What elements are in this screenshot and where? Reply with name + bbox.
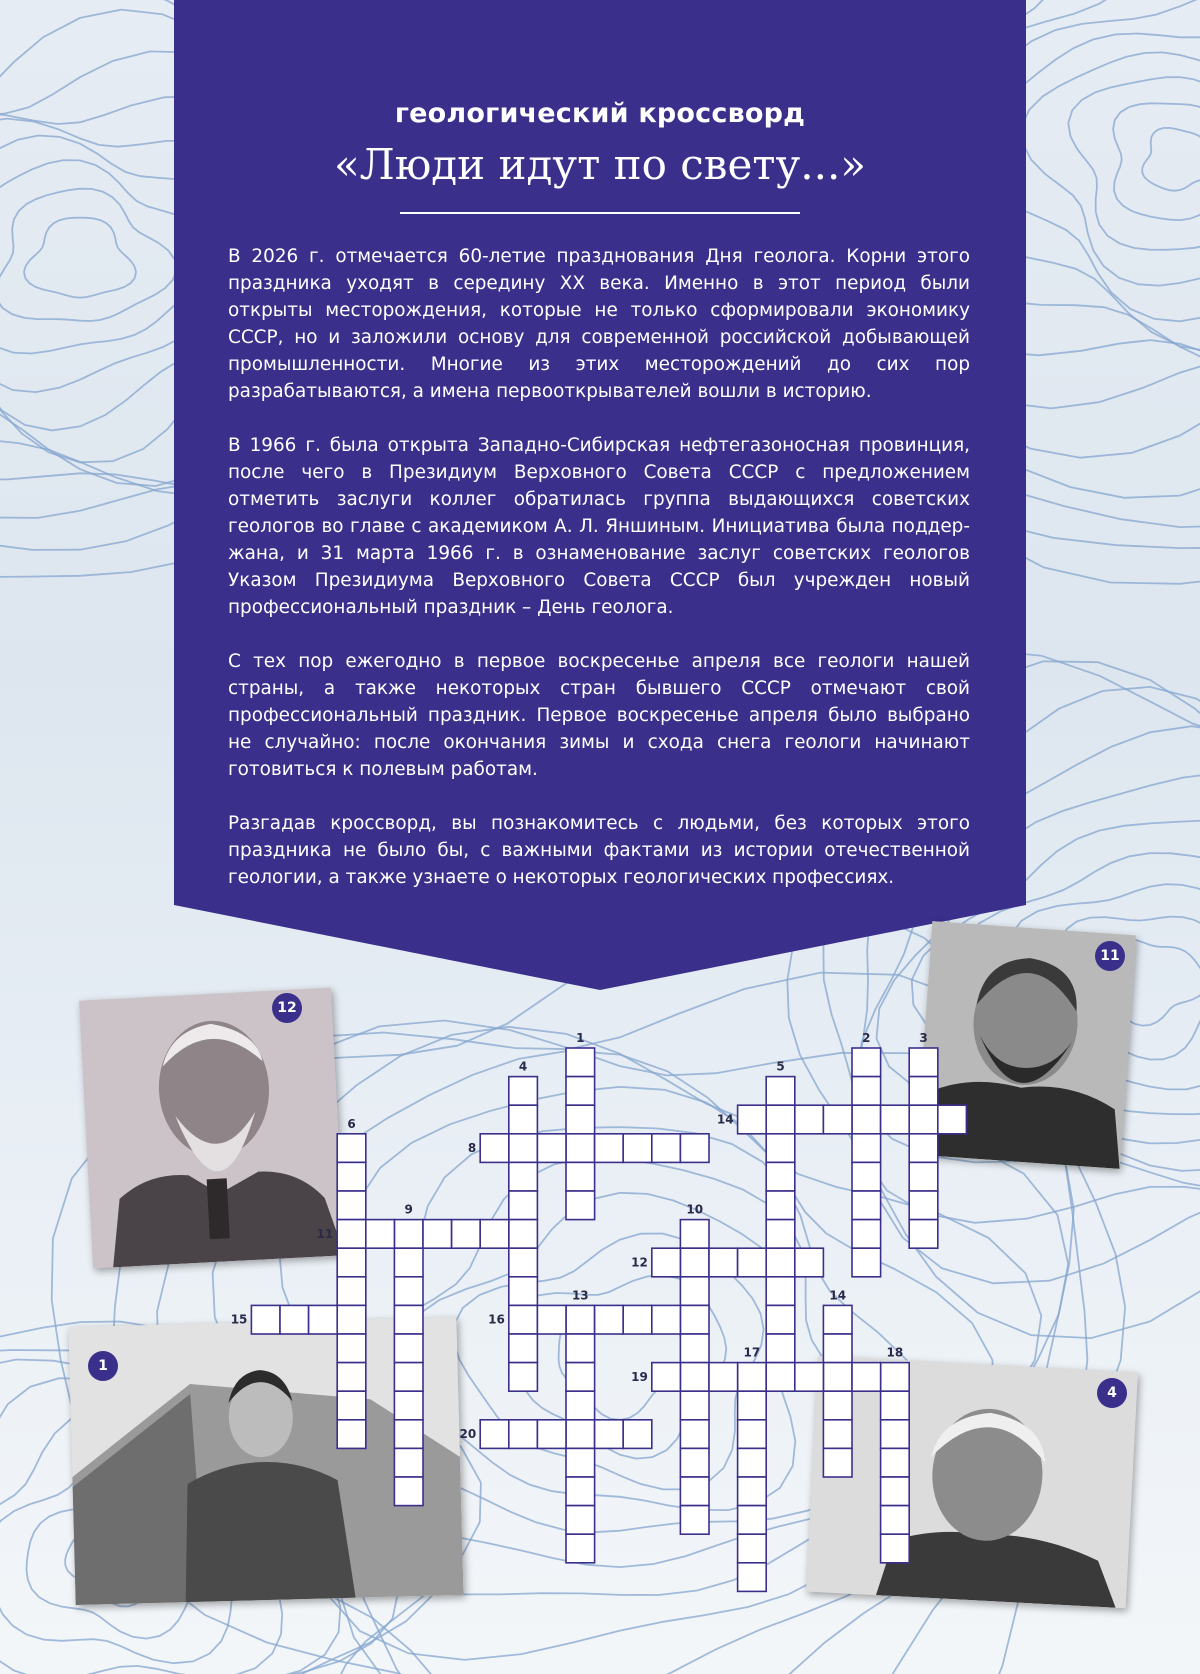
crossword-cell[interactable] (881, 1420, 910, 1449)
crossword-cell[interactable] (566, 1363, 595, 1392)
crossword-cell[interactable] (738, 1105, 767, 1134)
crossword-cell[interactable] (251, 1305, 280, 1334)
crossword-cell[interactable] (566, 1048, 595, 1077)
crossword-cell[interactable] (852, 1162, 881, 1191)
crossword-cell[interactable] (509, 1277, 538, 1306)
crossword-cell[interactable] (680, 1363, 709, 1392)
crossword-cell[interactable] (680, 1220, 709, 1249)
photo-badge-11: 11 (1095, 941, 1125, 971)
crossword-subtitle: геологический кроссворд (394, 98, 806, 129)
crossword-cell[interactable] (480, 1220, 509, 1249)
crossword-cell[interactable] (337, 1248, 366, 1277)
crossword-cell[interactable] (394, 1448, 423, 1477)
crossword-title: «Люди идут по свету...» (333, 140, 866, 189)
crossword-cell[interactable] (766, 1162, 795, 1191)
clue-number-10-down: 10 (686, 1202, 704, 1217)
crossword-cell[interactable] (881, 1506, 910, 1535)
crossword-cell[interactable] (566, 1477, 595, 1506)
crossword-cell[interactable] (680, 1448, 709, 1477)
crossword-cell[interactable] (852, 1105, 881, 1134)
crossword-cell[interactable] (795, 1248, 824, 1277)
crossword-cell[interactable] (480, 1420, 509, 1449)
crossword-cell[interactable] (623, 1420, 652, 1449)
clue-number-8-across: 8 (467, 1141, 477, 1156)
photo-badge-12: 12 (272, 993, 302, 1023)
crossword-cell[interactable] (652, 1134, 681, 1163)
crossword-cell[interactable] (537, 1305, 566, 1334)
crossword-cell[interactable] (337, 1391, 366, 1420)
crossword-cell[interactable] (881, 1477, 910, 1506)
crossword-cell[interactable] (852, 1363, 881, 1392)
crossword-cell[interactable] (795, 1105, 824, 1134)
crossword-cell[interactable] (337, 1134, 366, 1163)
crossword-cell[interactable] (537, 1420, 566, 1449)
clue-number-14-across: 14 (716, 1112, 734, 1127)
crossword-cell[interactable] (909, 1134, 938, 1163)
crossword-cell[interactable] (566, 1420, 595, 1449)
crossword-cell[interactable] (566, 1077, 595, 1106)
crossword-cell[interactable] (337, 1305, 366, 1334)
crossword-cell[interactable] (680, 1248, 709, 1277)
clue-number-3-down: 3 (919, 1031, 928, 1045)
crossword-cell[interactable] (337, 1277, 366, 1306)
crossword-cell[interactable] (766, 1248, 795, 1277)
crossword-cell[interactable] (309, 1305, 338, 1334)
crossword-cell[interactable] (452, 1220, 481, 1249)
crossword-cell[interactable] (537, 1134, 566, 1163)
crossword-cell[interactable] (509, 1077, 538, 1106)
crossword-cell[interactable] (909, 1191, 938, 1220)
crossword-cell[interactable] (738, 1534, 767, 1563)
crossword-cell[interactable] (881, 1448, 910, 1477)
crossword-cell[interactable] (852, 1248, 881, 1277)
crossword-cell[interactable] (852, 1077, 881, 1106)
crossword-cell[interactable] (909, 1162, 938, 1191)
clue-number-1-down: 1 (576, 1031, 585, 1045)
photo-badge-4: 4 (1097, 1378, 1127, 1408)
crossword-cell[interactable] (566, 1506, 595, 1535)
crossword-cell[interactable] (509, 1162, 538, 1191)
clue-number-13-down: 13 (571, 1288, 589, 1303)
crossword-cell[interactable] (652, 1363, 681, 1392)
crossword-cell[interactable] (509, 1191, 538, 1220)
crossword-cell[interactable] (595, 1134, 624, 1163)
crossword-cell[interactable] (566, 1305, 595, 1334)
crossword-cell[interactable] (394, 1477, 423, 1506)
crossword-cell[interactable] (394, 1391, 423, 1420)
crossword-cell[interactable] (509, 1334, 538, 1363)
crossword-cell[interactable] (766, 1220, 795, 1249)
crossword-cell[interactable] (766, 1363, 795, 1392)
crossword-cell[interactable] (337, 1334, 366, 1363)
crossword-cell[interactable] (366, 1220, 395, 1249)
crossword-cell[interactable] (566, 1534, 595, 1563)
crossword-cell[interactable] (680, 1420, 709, 1449)
crossword-cell[interactable] (394, 1220, 423, 1249)
crossword-cell[interactable] (738, 1506, 767, 1535)
clue-number-4-down: 4 (518, 1059, 528, 1074)
crossword-cell[interactable] (766, 1305, 795, 1334)
crossword-cell[interactable] (652, 1248, 681, 1277)
clue-number-6-down: 6 (347, 1116, 356, 1131)
clue-number-20-across: 20 (459, 1427, 477, 1442)
crossword-cell[interactable] (480, 1134, 509, 1163)
crossword-cell[interactable] (337, 1363, 366, 1392)
crossword-cell[interactable] (766, 1105, 795, 1134)
intro-paragraph: Разгадав кроссворд, вы познакомитесь с людьми, без которых этого праздника не было бы, с важными фактами из истории отечественной геологии, а также узнаете о некоторых геологических профессиях. (228, 813, 970, 888)
crossword-cell[interactable] (566, 1391, 595, 1420)
crossword-cell[interactable] (595, 1305, 624, 1334)
clue-number-17-down: 17 (743, 1345, 761, 1360)
crossword-cell[interactable] (823, 1334, 852, 1363)
crossword-cell[interactable] (566, 1162, 595, 1191)
intro-paragraph: С тех пор ежегодно в первое воскресенье апреля все геологи нашей страны, а также некоторых стран бывшего СССР отмечают свой профессиональный праздник. Первое воскресенье апреля было выбрано не случайно: после окончания зимы и схода снега геологи начинают готовиться к полевым работам. (228, 651, 970, 780)
crossword-cell[interactable] (766, 1077, 795, 1106)
clue-number-12-across: 12 (631, 1255, 648, 1270)
crossword-cell[interactable] (738, 1477, 767, 1506)
crossword-cell[interactable] (566, 1105, 595, 1134)
crossword-cell[interactable] (823, 1391, 852, 1420)
crossword-cell[interactable] (509, 1220, 538, 1249)
clue-number-18-down: 18 (886, 1345, 904, 1360)
crossword-cell[interactable] (394, 1277, 423, 1306)
crossword-cell[interactable] (394, 1363, 423, 1392)
crossword-cell[interactable] (280, 1305, 309, 1334)
crossword-cell[interactable] (337, 1220, 366, 1249)
intro-paragraph: В 2026 г. отмечается 60-летие празднования Дня геолога. Корни этого праздника уходят в середину XX века. Именно в этот период были открыты месторождения, которые не только сформировали экономику СССР, но и заложили основу для современной российской добывающей промышленности. Многие из этих месторождений до сих пор разрабатываются, а имена первооткрывателей вошли в историю. (228, 246, 970, 402)
crossword-cell[interactable] (680, 1134, 709, 1163)
crossword-cell[interactable] (766, 1134, 795, 1163)
crossword-cell[interactable] (509, 1248, 538, 1277)
crossword-cell[interactable] (652, 1305, 681, 1334)
crossword-cell[interactable] (738, 1391, 767, 1420)
crossword-cell[interactable] (852, 1048, 881, 1077)
crossword-cell[interactable] (680, 1477, 709, 1506)
crossword-cell[interactable] (680, 1305, 709, 1334)
crossword-cell[interactable] (766, 1277, 795, 1306)
crossword-cell[interactable] (738, 1563, 767, 1592)
crossword-cell[interactable] (394, 1420, 423, 1449)
crossword-cell[interactable] (394, 1334, 423, 1363)
crossword-cell[interactable] (423, 1220, 452, 1249)
crossword-cell[interactable] (394, 1248, 423, 1277)
crossword-cell[interactable] (738, 1248, 767, 1277)
crossword-cell[interactable] (823, 1305, 852, 1334)
clue-number-19-across: 19 (631, 1369, 648, 1384)
crossword-cell[interactable] (709, 1248, 738, 1277)
crossword-cell[interactable] (509, 1134, 538, 1163)
crossword-cell[interactable] (909, 1077, 938, 1106)
crossword-cell[interactable] (337, 1420, 366, 1449)
crossword-cell[interactable] (709, 1363, 738, 1392)
crossword-cell[interactable] (337, 1191, 366, 1220)
crossword-cell[interactable] (823, 1420, 852, 1449)
crossword-cell[interactable] (566, 1134, 595, 1163)
clue-number-15-across: 15 (230, 1312, 248, 1327)
crossword-cell[interactable] (566, 1448, 595, 1477)
crossword-cell[interactable] (766, 1334, 795, 1363)
crossword-cell[interactable] (766, 1191, 795, 1220)
crossword-cell[interactable] (738, 1448, 767, 1477)
crossword-cell[interactable] (595, 1420, 624, 1449)
crossword-cell[interactable] (852, 1220, 881, 1249)
crossword-cell[interactable] (852, 1134, 881, 1163)
crossword-cell[interactable] (680, 1391, 709, 1420)
crossword-cell[interactable] (738, 1420, 767, 1449)
crossword-cell[interactable] (881, 1534, 910, 1563)
crossword-cell[interactable] (566, 1191, 595, 1220)
clue-number-9-down: 9 (404, 1202, 413, 1217)
crossword-cell[interactable] (823, 1363, 852, 1392)
crossword-cell[interactable] (509, 1105, 538, 1134)
clue-number-11-across: 11 (316, 1226, 334, 1241)
crossword-cell[interactable] (881, 1105, 910, 1134)
crossword-cell[interactable] (509, 1363, 538, 1392)
crossword-cell[interactable] (623, 1134, 652, 1163)
crossword-cell[interactable] (680, 1277, 709, 1306)
crossword-cell[interactable] (623, 1305, 652, 1334)
crossword-cell[interactable] (509, 1305, 538, 1334)
crossword-cell[interactable] (823, 1105, 852, 1134)
clue-number-14-down: 14 (829, 1288, 847, 1303)
crossword-cell[interactable] (852, 1191, 881, 1220)
crossword-cell[interactable] (680, 1334, 709, 1363)
crossword-cell[interactable] (909, 1048, 938, 1077)
clue-number-5-down: 5 (776, 1059, 785, 1074)
crossword-cell[interactable] (566, 1334, 595, 1363)
crossword-cell[interactable] (938, 1105, 967, 1134)
crossword-cell[interactable] (909, 1105, 938, 1134)
crossword-cell[interactable] (795, 1363, 824, 1392)
crossword-cell[interactable] (394, 1305, 423, 1334)
crossword-cell[interactable] (337, 1162, 366, 1191)
crossword-cell[interactable] (881, 1363, 910, 1392)
clue-number-2-down: 2 (862, 1031, 871, 1045)
clue-number-16-across: 16 (488, 1312, 505, 1327)
crossword-cell[interactable] (881, 1391, 910, 1420)
crossword-cell[interactable] (909, 1220, 938, 1249)
photo-badge-1: 1 (88, 1351, 118, 1381)
crossword-cell[interactable] (738, 1363, 767, 1392)
crossword-cell[interactable] (823, 1448, 852, 1477)
crossword-cell[interactable] (509, 1420, 538, 1449)
crossword-cell[interactable] (680, 1506, 709, 1535)
intro-paragraph: В 1966 г. была открыта Западно-Сибирская нефтегазоносная провинция, после чего в Президиум Верховного Совета СССР с предложением отметить заслуги коллег обратилась группа выдающихся советских геологов во главе с академиком А. Л. Яншиным. Инициатива была поддержана, и 31 марта 1966 г. в ознаменование заслуг советских геологов Указом Президиума Верховного Совета СССР был учрежден новый профессиональный праздник – День геолога. (228, 435, 970, 618)
